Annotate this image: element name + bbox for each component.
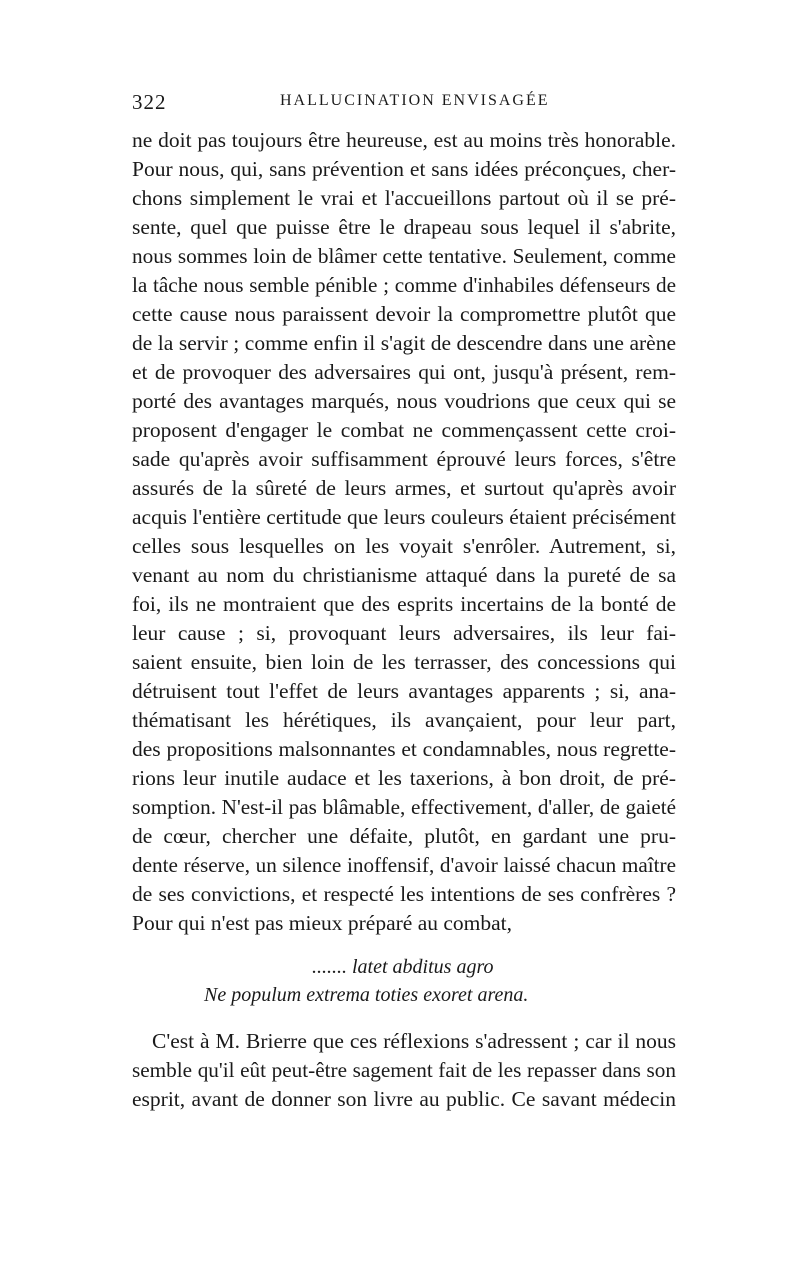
text-line: de la servir ; comme enfin il s'agit de descendre dans une arène [132,331,676,355]
text-line: de cœur, chercher une défaite, plutôt, en gardant une pru- [132,824,676,848]
text-line: foi, ils ne montraient que des esprits incertains de la bonté de [132,592,676,616]
text-line: C'est à M. Brierre que ces réflexions s'adressent ; car il nous [152,1029,676,1053]
page-number: 322 [132,90,167,114]
text-line: assurés de la sûreté de leurs armes, et surtout qu'après avoir [132,476,676,500]
text-line: leur cause ; si, provoquant leurs adversaires, ils leur fai- [132,621,676,645]
text-line: chons simplement le vrai et l'accueillons partout où il se pré- [132,186,676,210]
text-line: thématisant les hérétiques, ils avançaient, pour leur part, [132,708,676,732]
text-line: la tâche nous semble pénible ; comme d'inhabiles défenseurs de [132,273,676,297]
text-line: détruisent tout l'effet de leurs avantages apparents ; si, ana- [132,679,676,703]
text-line: esprit, avant de donner son livre au public. Ce savant médecin [132,1087,676,1111]
text-line: cette cause nous paraissent devoir la compromettre plutôt que [132,302,676,326]
text-line: ne doit pas toujours être heureuse, est au moins très honorable. [132,128,676,152]
text-line: et de provoquer des adversaires qui ont, jusqu'à présent, rem- [132,360,676,384]
text-line: de ses convictions, et respecté les intentions de ses confrères ? [132,882,676,906]
text-line: sade qu'après avoir suffisamment éprouvé leurs forces, s'être [132,447,676,471]
text-line: des propositions malsonnantes et condamnables, nous regrette- [132,737,676,761]
text-line: dente réserve, un silence inoffensif, d'avoir laissé chacun maître [132,853,676,877]
text-line: somption. N'est-il pas blâmable, effectivement, d'aller, de gaieté [132,795,676,819]
text-line: celles sous lesquelles on les voyait s'enrôler. Autrement, si, [132,534,676,558]
text-line: acquis l'entière certitude que leurs couleurs étaient précisément [132,505,676,529]
verse-line: Ne populum extrema toties exoret arena. [204,984,529,1006]
text-line: nous sommes loin de blâmer cette tentative. Seulement, comme [132,244,676,268]
text-line: rions leur inutile audace et les taxerions, à bon droit, de pré- [132,766,676,790]
text-line: porté des avantages marqués, nous voudrions que ceux qui se [132,389,676,413]
verse-line: ....... latet abditus agro [312,956,494,978]
text-line: saient ensuite, bien loin de les terrasser, des concessions qui [132,650,676,674]
text-line: proposent d'engager le combat ne commençassent cette croi- [132,418,676,442]
text-line: semble qu'il eût peut-être sagement fait de les repasser dans son [132,1058,676,1082]
running-title: HALLUCINATION ENVISAGÉE [280,92,550,109]
page-header [132,90,678,120]
text-line: Pour nous, qui, sans prévention et sans idées préconçues, cher- [132,157,676,181]
text-line: Pour qui n'est pas mieux préparé au combat, [132,911,513,935]
text-line: sente, quel que puisse être le drapeau sous lequel il s'abrite, [132,215,676,239]
text-line: venant au nom du christianisme attaqué dans la pureté de sa [132,563,676,587]
